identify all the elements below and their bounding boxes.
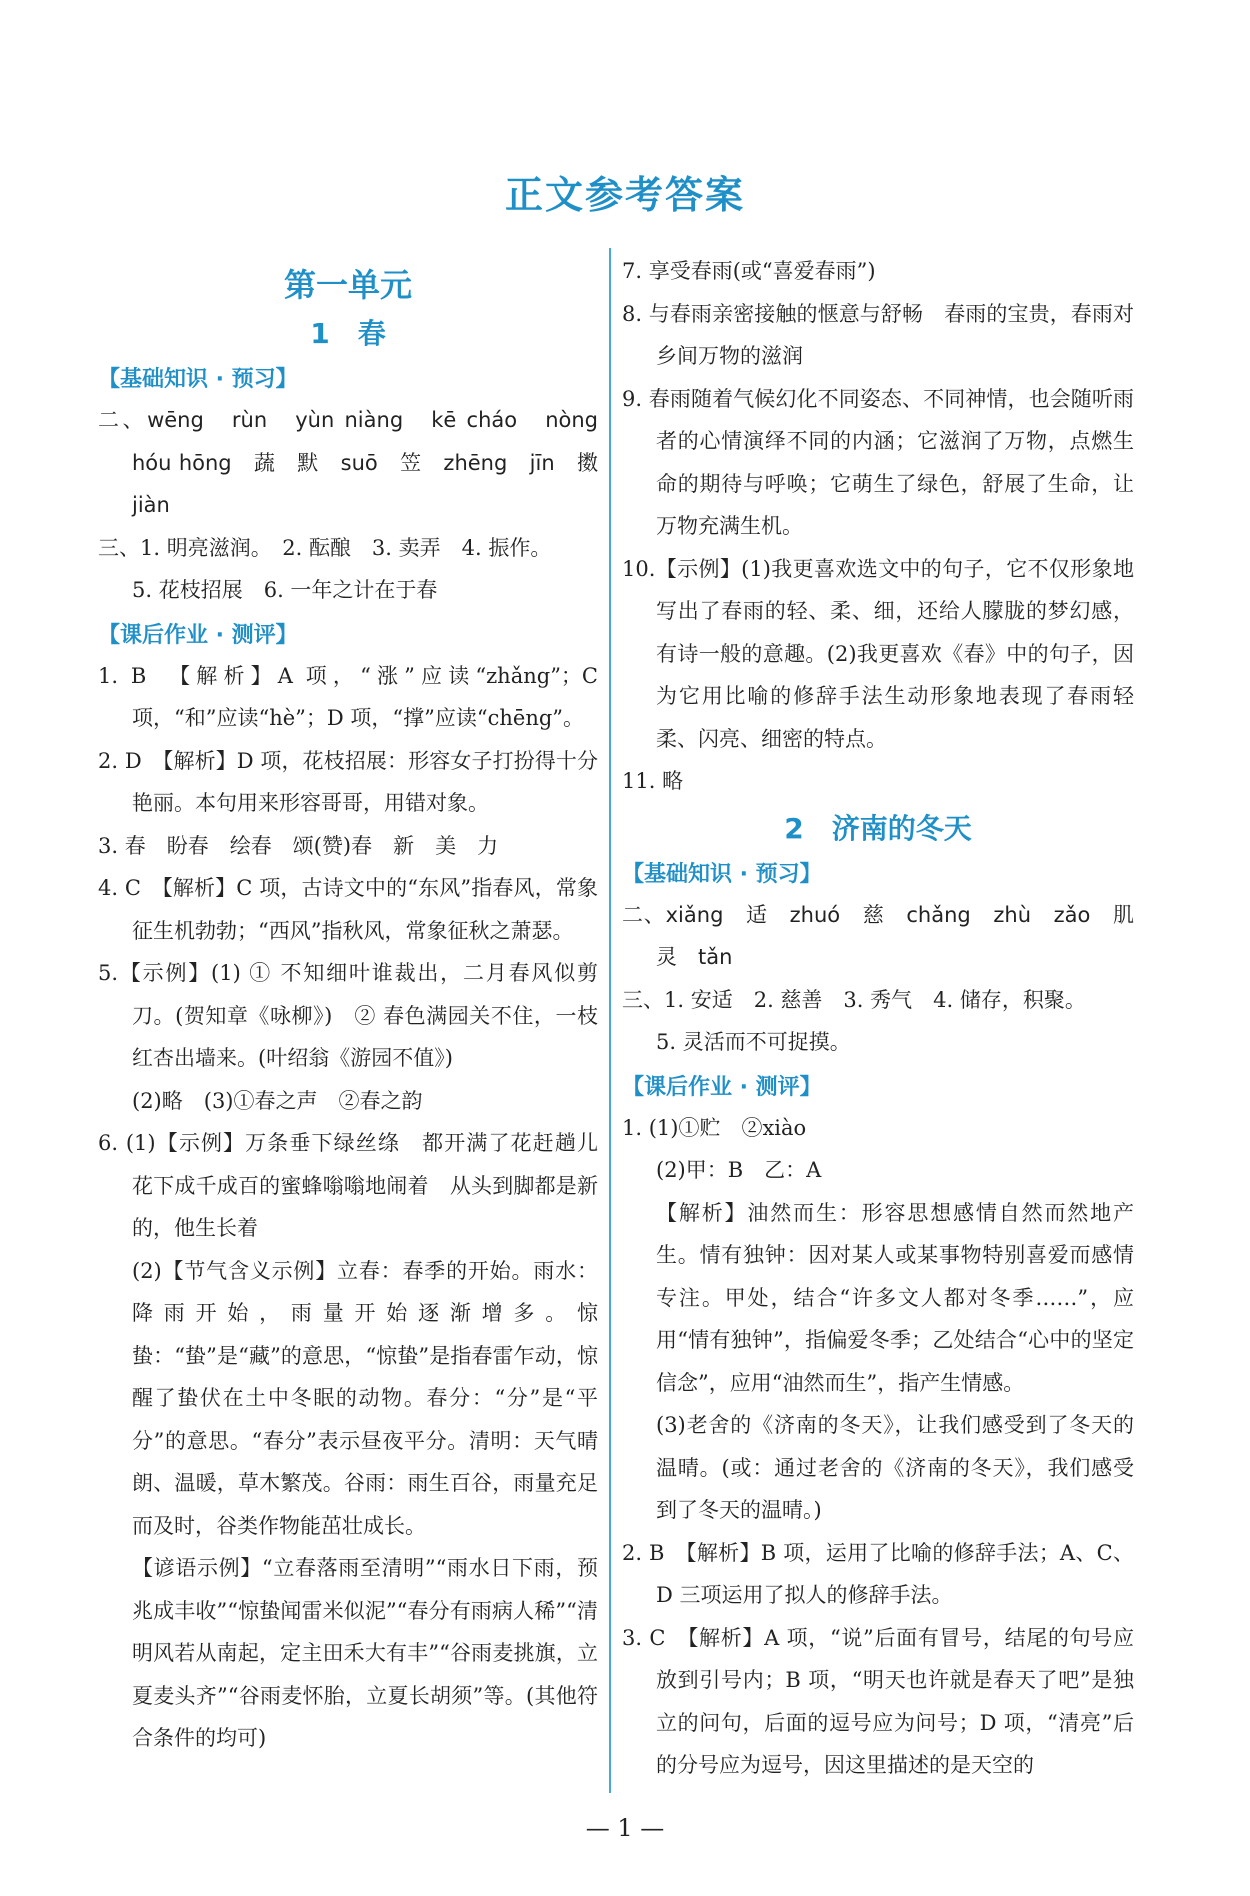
answer-q3a: 三、1. 明亮滋润。 2. 酝酿 3. 卖弄 4. 振作。 (98, 535, 552, 560)
column-divider (609, 248, 611, 1793)
answer-5: 5.【示例】(1) ① 不知细叶谁裁出，二月春风似剪刀。(贺知章《咏柳》) ② 春色满园关不住，一枝红杏出墙来。(叶绍翁《游园不值》) (98, 961, 598, 1070)
right-column (622, 250, 1155, 1787)
answer-11: 11. 略 (622, 769, 684, 793)
page-number: — 1 — (585, 1814, 665, 1842)
answer-3: 3. 春 盼春 绘春 颂(赞)春 新 美 力 (98, 833, 499, 858)
answer-2-1b: (2)甲：B 乙：A (656, 1158, 822, 1182)
section-preview-2: 【基础知识 · 预习】 (622, 861, 822, 887)
answer-7: 7. 享受春雨(或“喜爱春雨”) (622, 259, 876, 283)
answer-2-2: 2. B 【解析】B 项，运用了比喻的修辞手法；A、C、D 三项运用了拟人的修辞手法。 (622, 1540, 1134, 1607)
answer-2-q2: 二、xiǎng 适 zhuó 慈 chǎng zhù zǎo 肌 灵 tǎn (622, 902, 1155, 969)
answer-4: 4. C 【解析】C 项，古诗文中的“东风”指春风，常象征生机勃勃；“西风”指秋风，常象征秋之萧瑟。 (98, 876, 598, 943)
answer-6b: (2)【节气含义示例】立春：春季的开始。雨水：降雨开始，雨量开始逐渐增多。惊蛰：“蛰”是“藏”的意思，“惊蛰”是指春雷乍动，惊醒了蛰伏在土中冬眠的动物。春分：“分”是“平分”的意思。“春分”表示昼夜平分。清明：天气晴朗、温暖，草木繁茂。谷雨：雨生百谷，雨量充足而及时，谷类作物能茁壮成长。 (132, 1258, 598, 1538)
answer-10: 10.【示例】(1)我更喜欢选文中的句子，它不仅形象地写出了春雨的轻、柔、细，还给人朦胧的梦幻感，有诗一般的意趣。(2)我更喜欢《春》中的句子，因为它用比喻的修辞手法生动形象地表现了春雨轻柔、闪亮、细密的特点。 (622, 556, 1134, 751)
section-homework-2: 【课后作业 · 测评】 (622, 1074, 822, 1100)
answer-q2: 二、wēng rùn yùn niàng kē cháo nòng hóu hōng 蔬 默 suō 笠 zhēng jīn 擞 jiàn (98, 408, 619, 517)
answer-1: 1. B 【解析】A 项，“涨”应读“zhǎng”；C 项，“和”应读“hè”；D 项，“撑”应读“chēng”。 (98, 663, 598, 730)
answer-2-q3a: 三、1. 安适 2. 慈善 3. 秀气 4. 储存，积聚。 (622, 987, 1086, 1012)
left-column (98, 250, 619, 1760)
section-homework: 【课后作业 · 测评】 (98, 622, 298, 648)
answer-2: 2. D 【解析】D 项，花枝招展：形容女子打扮得十分艳丽。本句用来形容哥哥，用错对象。 (98, 748, 598, 815)
answer-2-1c: 【解析】油然而生：形容思想感情自然而然地产生。情有独钟：因对某人或某事物特别喜爱而感情专注。甲处，结合“许多文人都对冬季……”，应用“情有独钟”，指偏爱冬季；乙处结合“心中的坚定信念”，应用“油然而生”，指产生情感。 (656, 1200, 1134, 1395)
lesson-title-1: 1 春 (310, 317, 386, 350)
lesson-title-2: 2 济南的冬天 (784, 811, 972, 845)
answer-2-1d: (3)老舍的《济南的冬天》，让我们感受到了冬天的温晴。(或：通过老舍的《济南的冬天》，我们感受到了冬天的温晴。) (656, 1413, 1134, 1522)
answer-q3b: 5. 花枝招展 6. 一年之计在于春 (132, 578, 438, 602)
answer-6c: 【谚语示例】“立春落雨至清明”“雨水日下雨，预兆成丰收”“惊蛰闻雷米似泥”“春分有雨病人稀”“清明风若从南起，定主田禾大有丰”“谷雨麦挑旗，立夏麦头齐”“谷雨麦怀胎，立夏长胡须”等。(其他符合条件的均可) (132, 1556, 598, 1750)
answer-2-1: 1. (1)①贮 ②xiào (622, 1115, 807, 1140)
page-title: 正文参考答案 (504, 173, 745, 217)
answer-2-q3b: 5. 灵活而不可捉摸。 (656, 1030, 851, 1054)
section-preview: 【基础知识 · 预习】 (98, 367, 298, 392)
answer-9: 9. 春雨随着气候幻化不同姿态、不同神情，也会随听雨者的心情演绎不同的内涵；它滋润了万物，点燃生命的期待与呼唤；它萌生了绿色，舒展了生命，让万物充满生机。 (622, 386, 1134, 538)
answer-8: 8. 与春雨亲密接触的惬意与舒畅 春雨的宝贵，春雨对乡间万物的滋润 (622, 301, 1134, 368)
unit-title: 第一单元 (283, 266, 412, 304)
answer-6: 6. (1)【示例】万条垂下绿丝绦 都开满了花赶趟儿 花下成千成百的蜜蜂嗡嗡地闹着 从头到脚都是新的，他生长着 (98, 1131, 619, 1240)
answer-2-3: 3. C 【解析】A 项，“说”后面有冒号，结尾的句号应放到引号内；B 项，“明天也许就是春天了吧”是独立的问句，后面的逗号应为问号；D 项，“清亮”后的分号应为逗号，因这里描述的是天空的 (622, 1625, 1134, 1777)
answer-5b: (2)略 (3)①春之声 ②春之韵 (132, 1088, 423, 1113)
